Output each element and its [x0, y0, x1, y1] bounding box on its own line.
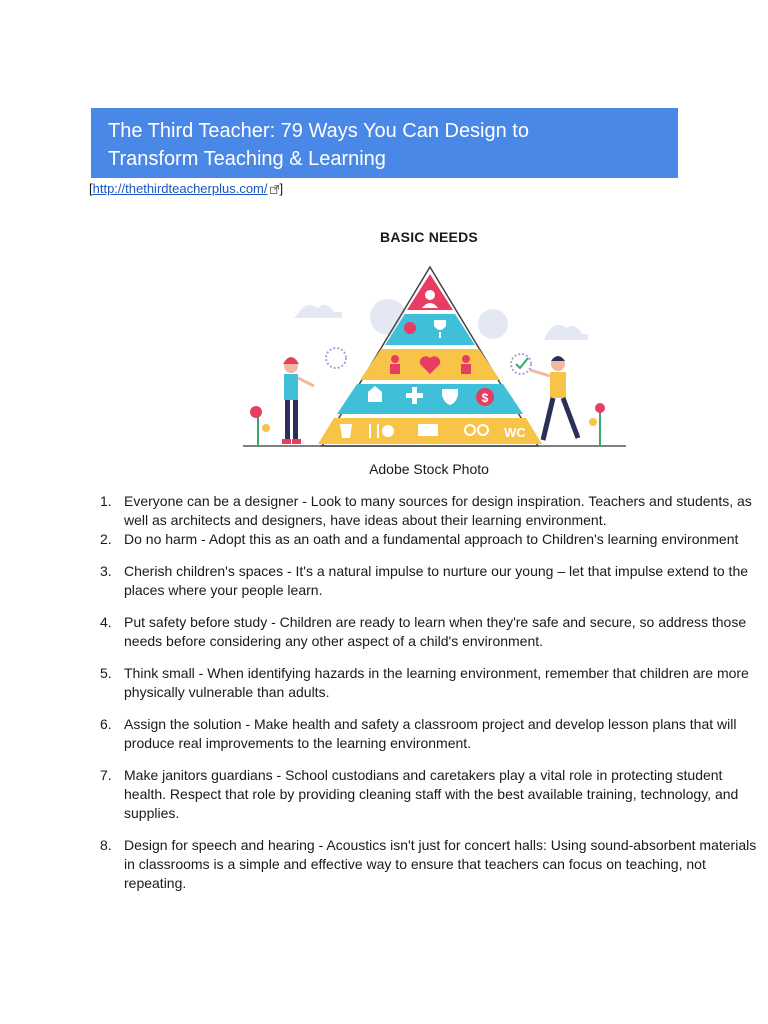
people-icon	[391, 355, 399, 363]
title-line-1: The Third Teacher: 79 Ways You Can Design to	[108, 120, 529, 142]
list-item	[100, 492, 768, 530]
cup-icon	[340, 424, 352, 438]
list-item-number: 4.	[100, 614, 112, 630]
list-item	[100, 562, 768, 600]
plant-right	[589, 403, 605, 446]
dollar-glyph: $	[481, 391, 489, 405]
list-item-number: 2.	[100, 531, 112, 547]
bed-icon	[418, 424, 438, 436]
list-item-number: 5.	[100, 665, 112, 681]
medal-icon	[404, 322, 416, 334]
list-item	[100, 836, 768, 893]
list-item-number: 6.	[100, 716, 112, 732]
external-link-icon	[270, 185, 279, 194]
design-ways-list	[100, 492, 768, 893]
boy-figure	[530, 356, 578, 440]
figure-caption: Adobe Stock Photo	[369, 461, 489, 477]
list-item	[100, 530, 768, 549]
list-item-text: Put safety before study - Children are ready to learn when they're safe and secure, so address those needs before considering any other aspect of a child's environment.	[124, 614, 747, 649]
group-icon	[462, 355, 470, 363]
source-link-row	[89, 181, 283, 196]
source-link[interactable]: http://thethirdteacherplus.com/	[92, 181, 268, 196]
plant-left	[250, 406, 270, 446]
check-badge	[511, 354, 531, 374]
list-item-text: Make janitors guardians - School custodians and caretakers play a vital role in protecting student health. Respect that role by providing cleaning staff with the best available training, technology, and supplies.	[124, 767, 739, 821]
list-item-text: Cherish children's spaces - It's a natural impulse to nurture our young – let that impulse extend to the places where your people learn.	[124, 563, 749, 598]
clock-badge	[326, 348, 346, 368]
pyramid-tier-4	[337, 384, 523, 414]
list-item-text: Assign the solution - Make health and safety a classroom project and develop lesson plans that will produce real improvements to the learning environment.	[124, 716, 737, 751]
list-item	[100, 664, 768, 702]
list-item-text: Do no harm - Adopt this as an oath and a fundamental approach to Children's learning environment	[124, 531, 739, 547]
close-bracket: ]	[279, 181, 284, 196]
list-item	[100, 613, 768, 651]
title-line-2: Transform Teaching & Learning	[108, 148, 386, 170]
person-icon	[425, 290, 435, 300]
list-item-number: 3.	[100, 563, 112, 579]
list-item	[100, 766, 768, 823]
list-item-number: 7.	[100, 767, 112, 783]
maslow-pyramid-illustration	[238, 262, 628, 452]
wc-glyph: WC	[504, 425, 526, 440]
open-bracket: [	[89, 181, 93, 196]
list-item-text: Think small - When identifying hazards in the learning environment, remember that children are more physically vulnerable than adults.	[124, 665, 749, 700]
list-item-text: Everyone can be a designer - Look to many sources for design inspiration. Teachers and students, as well as architects and designers, have ideas about their learning environment.	[124, 493, 752, 528]
list-item-number: 8.	[100, 837, 112, 853]
title-banner	[91, 108, 678, 178]
list-item-text: Design for speech and hearing - Acoustics isn't just for concert halls: Using sound-absorbent materials in classrooms is a simple and effective way to ensure that teachers can focus on teaching, not repeating.	[124, 837, 757, 891]
list-item	[100, 715, 768, 753]
list-item-number: 1.	[100, 493, 112, 509]
section-heading: BASIC NEEDS	[380, 229, 478, 245]
girl-figure	[282, 357, 314, 444]
